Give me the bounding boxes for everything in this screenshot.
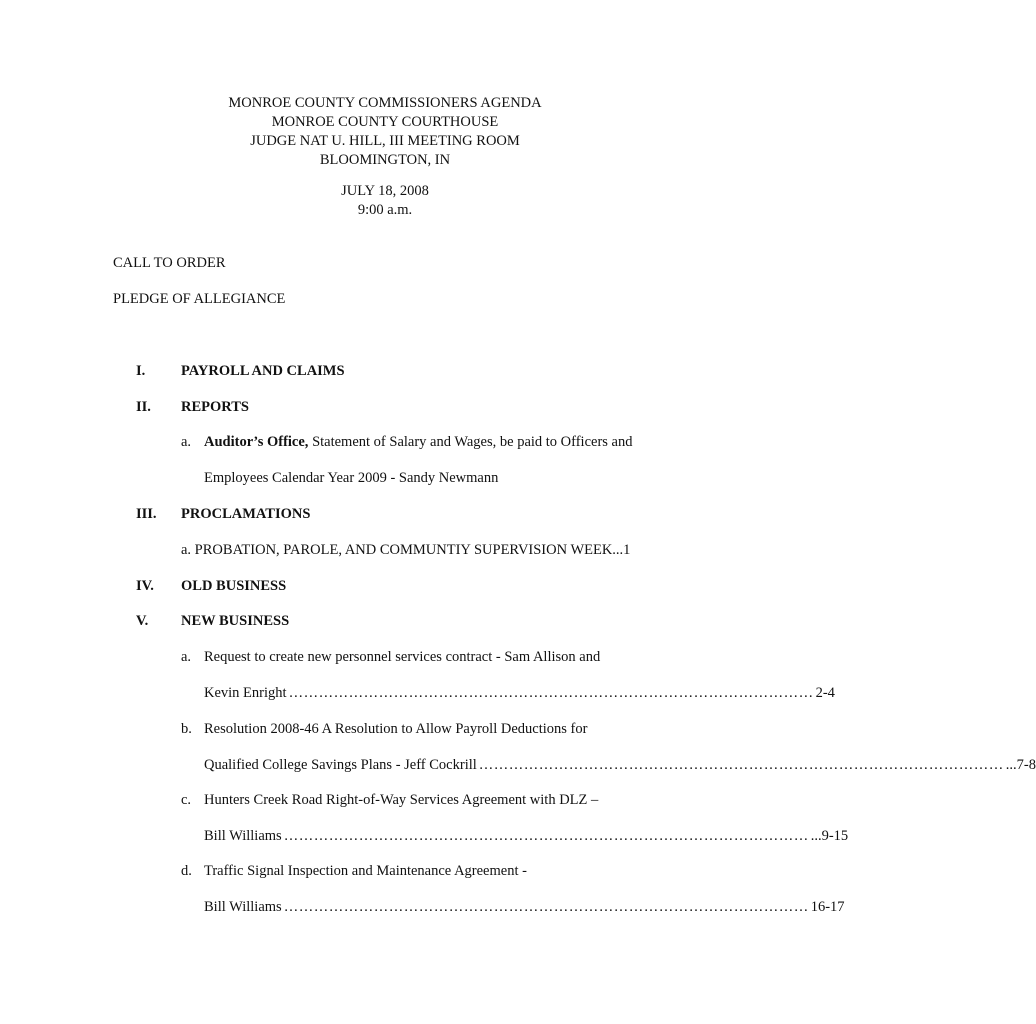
new-business-item-b: Resolution 2008-46 A Resolution to Allow Payroll Deductions for	[204, 721, 588, 737]
agenda-header	[0, 94, 770, 170]
item-letter: b.	[181, 721, 192, 737]
reports-item-a-text: Statement of Salary and Wages, be paid to Officers and	[308, 434, 633, 450]
call-to-order: CALL TO ORDER	[113, 255, 226, 271]
new-business-item-b-toc-line	[204, 756, 1036, 774]
new-business-item-d-toc-line	[204, 898, 845, 916]
meeting-date: JULY 18, 2008	[341, 183, 429, 199]
item-continuation: Qualified College Savings Plans - Jeff Cockrill	[204, 757, 477, 773]
item-continuation: Bill Williams	[204, 828, 282, 844]
header-title: MONROE COUNTY COMMISSIONERS AGENDA	[228, 95, 542, 111]
new-business-item-c: Hunters Creek Road Right-of-Way Services Agreement with DLZ –	[204, 792, 599, 808]
pledge-of-allegiance: PLEDGE OF ALLEGIANCE	[113, 291, 286, 307]
header-location: MONROE COUNTY COURTHOUSE	[271, 114, 499, 130]
proclamations-item-a: a. PROBATION, PAROLE, AND COMMUNTIY SUPERVISION WEEK...1	[181, 542, 631, 558]
dot-leader: ……………………………………………………………………………………………	[283, 828, 809, 844]
section-number-1: I.	[136, 363, 146, 379]
reports-item-a-continuation: Employees Calendar Year 2009 - Sandy Newmann	[204, 470, 499, 486]
section-title-old-business: OLD BUSINESS	[181, 578, 287, 594]
reports-item-a	[204, 433, 633, 451]
meeting-time: 9:00 a.m.	[357, 202, 413, 218]
new-business-item-d: Traffic Signal Inspection and Maintenance Agreement -	[204, 863, 527, 879]
page-reference: 2-4	[815, 685, 835, 701]
item-letter: c.	[181, 792, 192, 808]
section-number-3: III.	[136, 506, 157, 522]
meeting-datetime	[0, 182, 770, 220]
dot-leader: ……………………………………………………………………………………………	[478, 757, 1004, 773]
dot-leader: ……………………………………………………………………………………………	[283, 899, 809, 915]
section-title-proclamations: PROCLAMATIONS	[181, 506, 311, 522]
page-reference: ...9-15	[810, 828, 849, 844]
new-business-item-a-toc-line	[204, 684, 835, 702]
new-business-item-c-toc-line	[204, 827, 849, 845]
new-business-item-a: Request to create new personnel services contract - Sam Allison and	[204, 649, 601, 665]
item-letter: d.	[181, 863, 192, 879]
header-room: JUDGE NAT U. HILL, III MEETING ROOM	[250, 133, 520, 149]
item-letter: a.	[181, 649, 192, 665]
item-continuation: Bill Williams	[204, 899, 282, 915]
page-reference: ...7-8	[1005, 757, 1036, 773]
section-title-reports: REPORTS	[181, 399, 249, 415]
section-title-new-business: NEW BUSINESS	[181, 613, 290, 629]
reports-item-a-heading: Auditor’s Office,	[204, 434, 309, 450]
header-city: BLOOMINGTON, IN	[319, 152, 451, 168]
section-title-payroll: PAYROLL AND CLAIMS	[181, 363, 345, 379]
item-letter: a.	[181, 434, 192, 450]
section-number-2: II.	[136, 399, 151, 415]
item-continuation: Kevin Enright	[204, 685, 287, 701]
dot-leader: ……………………………………………………………………………………………	[288, 685, 814, 701]
page-reference: 16-17	[810, 899, 845, 915]
section-number-5: V.	[136, 613, 149, 629]
section-number-4: IV.	[136, 578, 154, 594]
